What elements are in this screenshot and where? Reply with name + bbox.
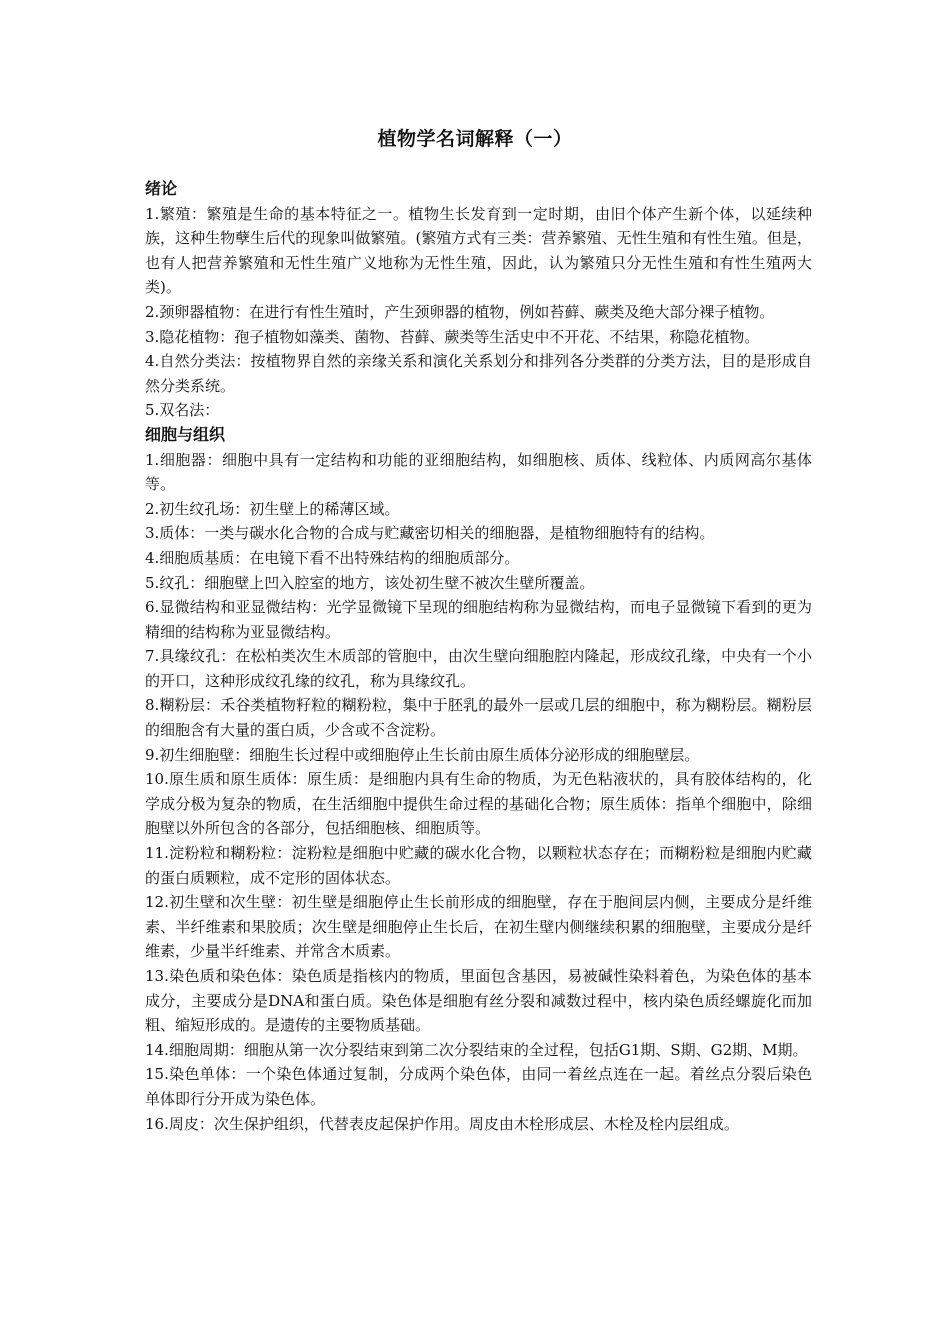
- term-entry: 2.颈卵器植物：在进行有性生殖时，产生颈卵器的植物，例如苔藓、蕨类及绝大部分裸子植物。: [145, 302, 775, 321]
- term-entry: 7.具缘纹孔：在松柏类次生木质部的管胞中，由次生壁向细胞腔内隆起，形成纹孔缘，中央有一个小的开口，这种形成纹孔缘的纹孔，称为具缘纹孔。: [145, 647, 812, 690]
- section-heading-cell-tissue: 细胞与组织: [145, 424, 226, 444]
- term-entry: 2.初生纹孔场：初生壁上的稀薄区域。: [145, 499, 400, 518]
- term-entry: 15.染色单体：一个染色体通过复制，分成两个染色体，由同一着丝点连在一起。着丝点分裂后染色单体即行分开成为染色体。: [145, 1065, 812, 1108]
- term-entry: 9.初生细胞壁：细胞生长过程中或细胞停止生长前由原生质体分泌形成的细胞壁层。: [145, 745, 700, 764]
- term-entry: 3.隐花植物：孢子植物如藻类、菌物、苔藓、蕨类等生活史中不开花、不结果，称隐花植物。: [145, 327, 760, 346]
- term-entry: 11.淀粉粒和糊粉粒：淀粉粒是细胞中贮藏的碳水化合物，以颗粒状态存在；而糊粉粒是细胞内贮藏的蛋白质颗粒，成不定形的固体状态。: [145, 844, 812, 887]
- term-entry: 4.自然分类法：按植物界自然的亲缘关系和演化关系划分和排列各分类群的分类方法，目的是形成自然分类系统。: [145, 352, 812, 395]
- term-entry: 13.染色质和染色体：染色质是指核内的物质，里面包含基因，易被碱性染料着色，为染色体的基本成分，主要成分是DNA和蛋白质。染色体是细胞有丝分裂和减数过程中，核内染色质经螺旋化而加粗、缩短形成的。是遗传的主要物质基础。: [145, 967, 812, 1035]
- term-entry: 14.细胞周期：细胞从第一次分裂结束到第二次分裂结束的全过程，包括G1期、S期、G2期、M期。: [145, 1040, 808, 1059]
- term-entry: 5.双名法：: [145, 401, 220, 420]
- term-entry: 4.细胞质基质：在电镜下看不出特殊结构的细胞质部分。: [145, 548, 520, 567]
- term-entry: 5.纹孔：细胞壁上凹入腔室的地方，该处初生壁不被次生壁所覆盖。: [145, 573, 595, 592]
- term-entry: 12.初生壁和次生壁：初生壁是细胞停止生长前形成的细胞壁，存在于胞间层内侧，主要成分是纤维素、半纤维素和果胶质；次生壁是细胞停止生长后，在初生壁内侧继续积累的细胞壁，主要成分是纤维素，少量半纤维素、并常含木质素。: [145, 893, 812, 961]
- term-entry: 6.显微结构和亚显微结构：光学显微镜下呈现的细胞结构称为显微结构，而电子显微镜下看到的更为精细的结构称为亚显微结构。: [145, 598, 812, 641]
- term-entry: 1.细胞器：细胞中具有一定结构和功能的亚细胞结构，如细胞核、质体、线粒体、内质网高尔基体等。: [145, 450, 812, 494]
- term-entry: 10.原生质和原生质体：原生质：是细胞内具有生命的物质，为无色粘液状的，具有胶体结构的，化学成分极为复杂的物质，在生活细胞中提供生命过程的基础化合物；原生质体：指单个细胞中，除细胞壁以外所包含的各部分，包括细胞核、细胞质等。: [145, 770, 812, 838]
- document-title: 植物学名词解释（一）: [377, 128, 573, 150]
- term-entry: 16.周皮：次生保护组织，代替表皮起保护作用。周皮由木栓形成层、木栓及栓内层组成。: [145, 1114, 739, 1133]
- section-heading-intro: 绪论: [145, 179, 178, 198]
- term-entry: 3.质体：一类与碳水化合物的合成与贮藏密切相关的细胞器，是植物细胞特有的结构。: [145, 524, 715, 543]
- term-entry: 8.糊粉层：禾谷类植物籽粒的糊粉粒，集中于胚乳的最外一层或几层的细胞中，称为糊粉层。糊粉层的细胞含有大量的蛋白质，少含或不含淀粉。: [145, 696, 812, 740]
- term-entry: 1.繁殖：繁殖是生命的基本特征之一。植物生长发育到一定时期，由旧个体产生新个体，以延续种族，这种生物孽生后代的现象叫做繁殖。(繁殖方式有三类：营养繁殖、无性生殖和有性生殖。但是，也有人把营养繁殖和无性生殖广义地称为无性生殖，因此，认为繁殖只分无性生殖和有性生殖两大类)。: [145, 204, 812, 297]
- document-body: [145, 177, 812, 1136]
